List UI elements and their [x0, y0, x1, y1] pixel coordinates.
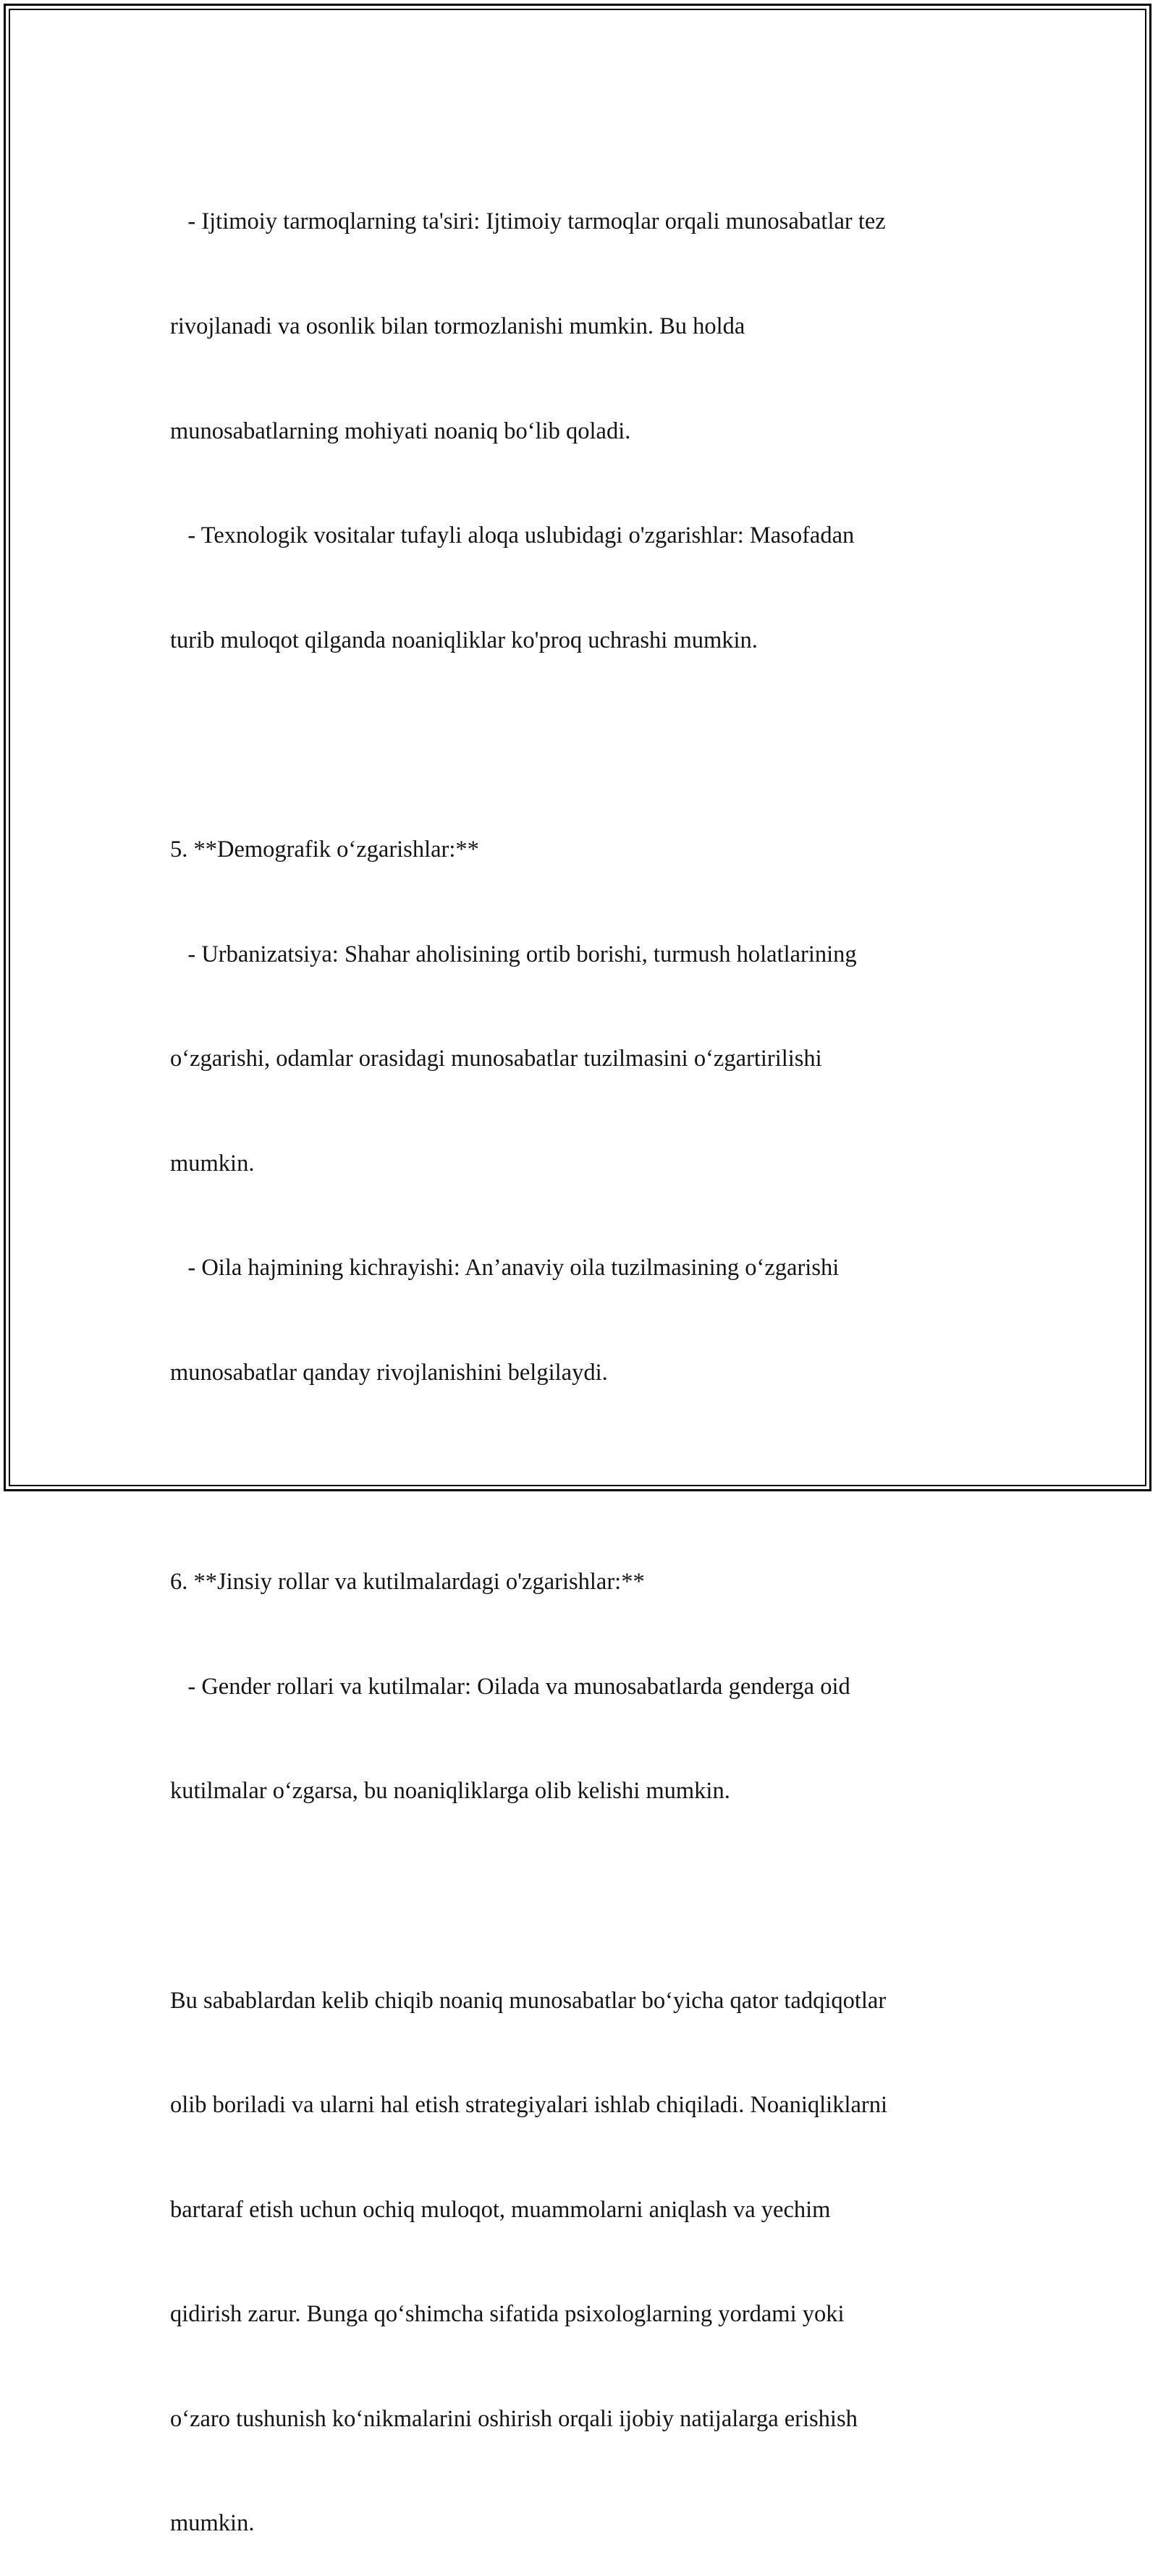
conclusion-line: bartaraf etish uchun ochiq muloqot, muammolarni aniqlash va yechim [170, 2196, 831, 2223]
text-line: munosabatlarning mohiyati noaniq bo‘lib qoladi. [170, 418, 631, 444]
document-body [170, 135, 988, 2576]
blank-line [170, 1878, 988, 1913]
blank-line [170, 727, 988, 762]
conclusion-line: Bu sabablardan kelib chiqib noaniq munosabatlar bo‘yicha qator tadqiqotlar [170, 1987, 887, 2014]
blank-line [170, 1460, 988, 1495]
text-line: rivojlanadi va osonlik bilan tormozlanishi mumkin. Bu holda [170, 313, 745, 339]
text-line: - Urbanizatsiya: Shahar aholisining ortib borishi, turmush holatlarining [170, 941, 857, 967]
text-line: - Texnologik vositalar tufayli aloqa uslubidagi o'zgarishlar: Masofadan [170, 522, 855, 549]
section-heading: 6. **Jinsiy rollar va kutilmalardagi o'zgarishlar:** [170, 1569, 645, 1596]
text-line: o‘zgarishi, odamlar orasidagi munosabatlar tuzilmasini o‘zgartirilishi [170, 1046, 822, 1072]
conclusion-line: o‘zaro tushunish ko‘nikmalarini oshirish orqali ijobiy natijalarga erishish [170, 2405, 858, 2432]
text-line: - Oila hajmining kichrayishi: An’anaviy oila tuzilmasining o‘zgarishi [170, 1255, 840, 1281]
section-heading: 5. **Demografik o‘zgarishlar:** [170, 836, 479, 863]
conclusion-line: olib boriladi va ularni hal etish strategiyalari ishlab chiqiladi. Noaniqliklarni [170, 2092, 887, 2119]
conclusion-line: mumkin. [170, 2510, 255, 2537]
text-line: munosabatlar qanday rivojlanishini belgilaydi. [170, 1359, 608, 1386]
text-line: turib muloqot qilganda noaniqliklar ko'proq uchrashi mumkin. [170, 627, 758, 653]
text-line: mumkin. [170, 1150, 255, 1177]
text-line: - Ijtimoiy tarmoqlarning ta'siri: Ijtimoiy tarmoqlar orqali munosabatlar tez [170, 208, 886, 235]
text-line: - Gender rollari va kutilmalar: Oilada va munosabatlarda genderga oid [170, 1673, 850, 1700]
text-line: kutilmalar o‘zgarsa, bu noaniqliklarga olib kelishi mumkin. [170, 1778, 730, 1805]
conclusion-line: qidirish zarur. Bunga qo‘shimcha sifatida psixologlarning yordami yoki [170, 2301, 845, 2328]
